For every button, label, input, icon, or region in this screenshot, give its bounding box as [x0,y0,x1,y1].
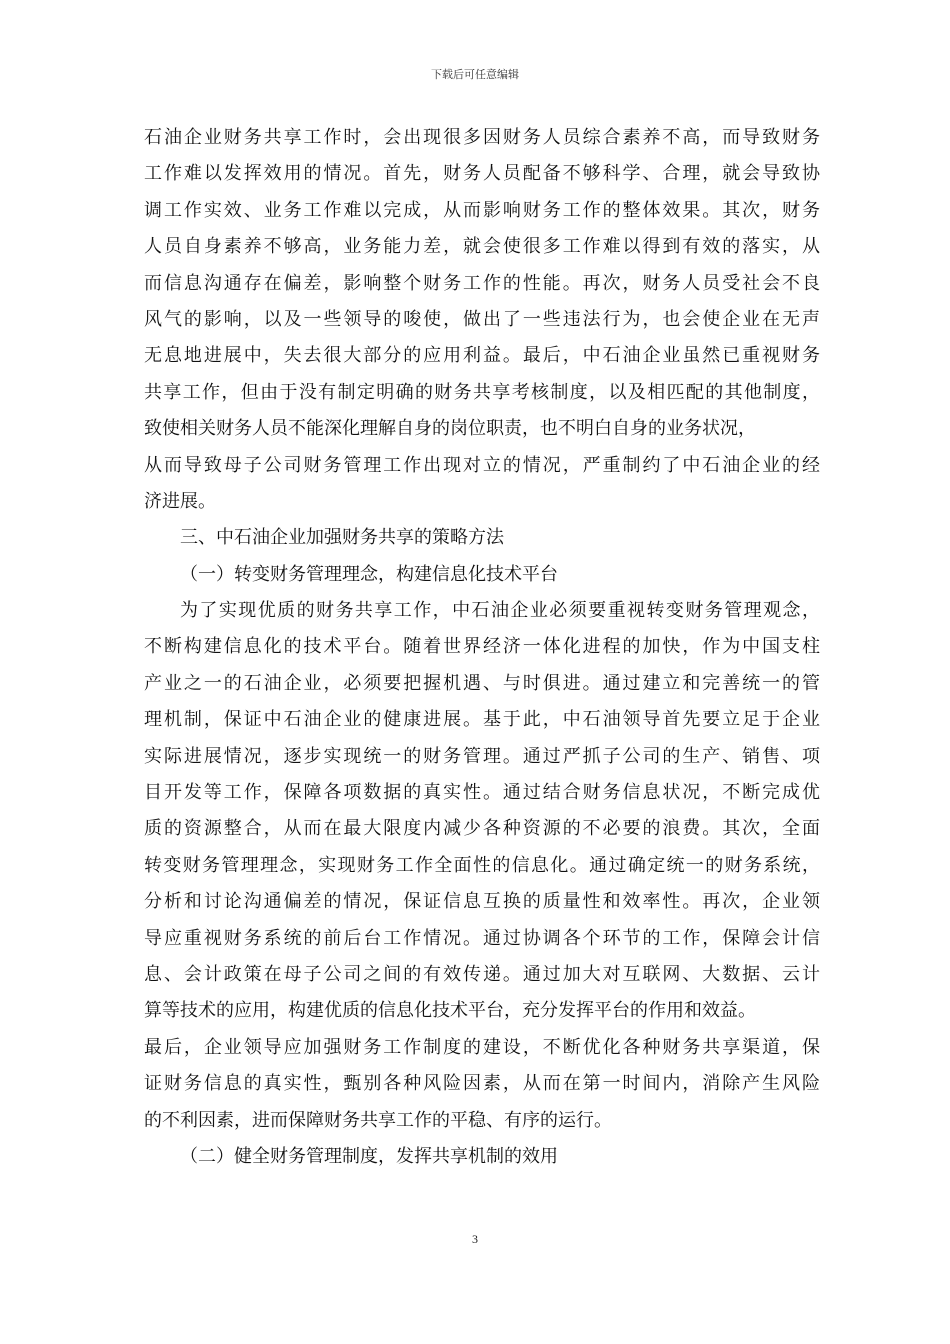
text-line: 息、会计政策在母子公司之间的有效传递。通过加大对互联网、大数据、云计 [144,963,820,985]
text-line: 产业之一的石油企业，必须要把握机遇、与时俱进。通过建立和完善统一的管 [144,672,820,694]
text-line: 转变财务管理理念，实现财务工作全面性的信息化。通过确定统一的财务系统， [144,854,820,876]
subsection-heading: （一）转变财务管理理念，构建信息化技术平台 [180,563,558,585]
text-line: 工作难以发挥效用的情况。首先，财务人员配备不够科学、合理，就会导致协 [144,163,820,185]
text-line: 导应重视财务系统的前后台工作情况。通过协调各个环节的工作，保障会计信 [144,927,820,949]
text-line: 理机制，保证中石油企业的健康进展。基于此，中石油领导首先要立足于企业 [144,709,820,731]
text-line: 分析和讨论沟通偏差的情况，保证信息互换的质量性和效率性。再次，企业领 [144,891,820,913]
document-body [144,120,820,1175]
text-line: 的不利因素，进而保障财务共享工作的平稳、有序的运行。 [144,1109,612,1131]
subsection-heading: （二）健全财务管理制度，发挥共享机制的效用 [180,1145,558,1167]
text-line: 无息地进展中，失去很大部分的应用利益。最后，中石油企业虽然已重视财务 [144,345,820,367]
text-line: 目开发等工作，保障各项数据的真实性。通过结合财务信息状况，不断完成优 [144,782,820,804]
text-line: 算等技术的应用，构建优质的信息化技术平台，充分发挥平台的作用和效益。 [144,1000,756,1022]
text-line: 人员自身素养不够高，业务能力差，就会使很多工作难以得到有效的落实，从 [144,236,820,258]
page-header: 下载后可任意编辑 [431,68,519,81]
text-line: 为了实现优质的财务共享工作，中石油企业必须要重视转变财务管理观念， [180,600,820,622]
text-line: 风气的影响，以及一些领导的唆使，做出了一些违法行为，也会使企业在无声 [144,308,820,330]
page-number: 3 [472,1232,478,1246]
text-line: 济进展。 [144,490,216,512]
section-heading: 三、中石油企业加强财务共享的策略方法 [180,527,504,549]
text-line: 致使相关财务人员不能深化理解自身的岗位职责，也不明白自身的业务状况， [144,418,756,440]
text-line: 证财务信息的真实性，甄别各种风险因素，从而在第一时间内，消除产生风险 [144,1073,820,1095]
text-line: 石油企业财务共享工作时，会出现很多因财务人员综合素养不高，而导致财务 [144,127,820,148]
text-line: 调工作实效、业务工作难以完成，从而影响财务工作的整体效果。其次，财务 [144,199,820,221]
text-line: 而信息沟通存在偏差，影响整个财务工作的性能。再次，财务人员受社会不良 [144,272,820,294]
text-line: 质的资源整合，从而在最大限度内减少各种资源的不必要的浪费。其次，全面 [144,818,820,840]
paragraph-2 [144,593,820,1139]
text-line: 共享工作，但由于没有制定明确的财务共享考核制度，以及相匹配的其他制度， [144,381,820,403]
text-line: 不断构建信息化的技术平台。随着世界经济一体化进程的加快，作为中国支柱 [144,636,820,658]
text-line: 实际进展情况，逐步实现统一的财务管理。通过严抓子公司的生产、销售、项 [144,745,820,767]
paragraph-1 [144,120,820,520]
text-line: 最后，企业领导应加强财务工作制度的建设，不断优化各种财务共享渠道，保 [144,1036,820,1058]
text-line: 从而导致母子公司财务管理工作出现对立的情况，严重制约了中石油企业的经 [144,454,820,476]
